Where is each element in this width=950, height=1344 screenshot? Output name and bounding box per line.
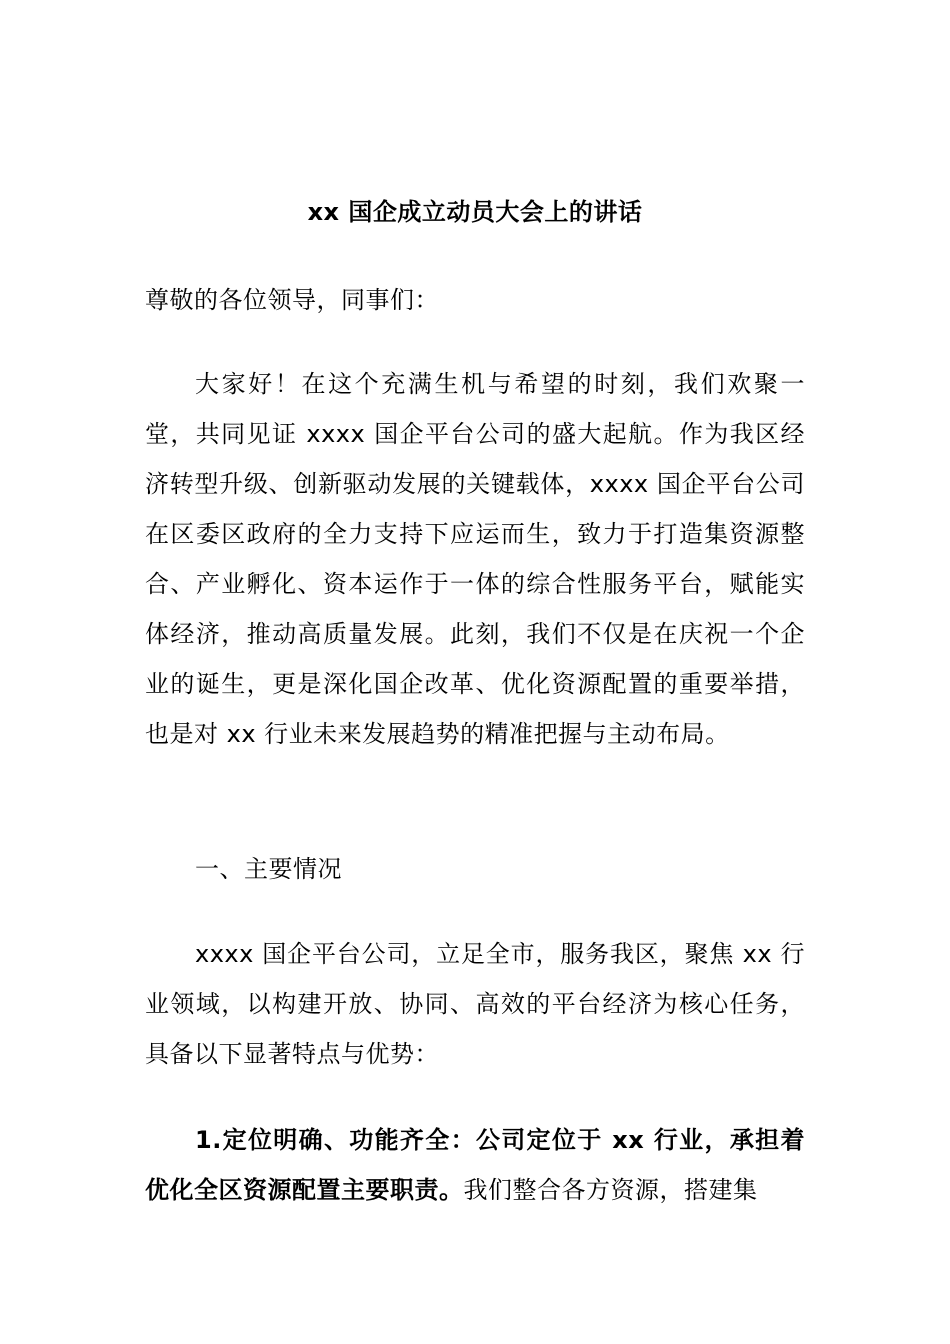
- salutation: 尊敬的各位领导，同事们：: [145, 286, 439, 314]
- paragraph-intro: 大家好！在这个充满生机与希望的时刻，我们欢聚一堂，共同见证 xxxx 国企平台公司的盛大起航。作为我区经济转型升级、创新驱动发展的关键载体，xxxx 国企平台公司在区委区政府的全力支持下应运而生，致力于打造集资源整合、产业孵化、资本运作于一体的综合性服务平台，赋能实体经济，推动高质量发展。此刻，我们不仅是在庆祝一个企业的诞生，更是深化国企改革、优化资源配置的重要举措，也是对 xx 行业未来发展趋势的精准把握与主动布局。: [145, 370, 805, 748]
- section-heading-main-situation: 一、主要情况: [195, 855, 342, 883]
- paragraph-point-1: [145, 1115, 805, 1215]
- document-title: xx 国企成立动员大会上的讲话: [307, 198, 643, 226]
- point-1-body: 我们整合各方资源，搭建集: [463, 1176, 758, 1204]
- point-1-bold-lead: 1.定位明确、功能齐全：公司定位于 xx 行业，承担着优化全区资源配置主要职责。: [145, 1126, 805, 1204]
- paragraph-company-overview: xxxx 国企平台公司，立足全市，服务我区，聚焦 xx 行业领域，以构建开放、协同、高效的平台经济为核心任务，具备以下显著特点与优势：: [145, 940, 805, 1068]
